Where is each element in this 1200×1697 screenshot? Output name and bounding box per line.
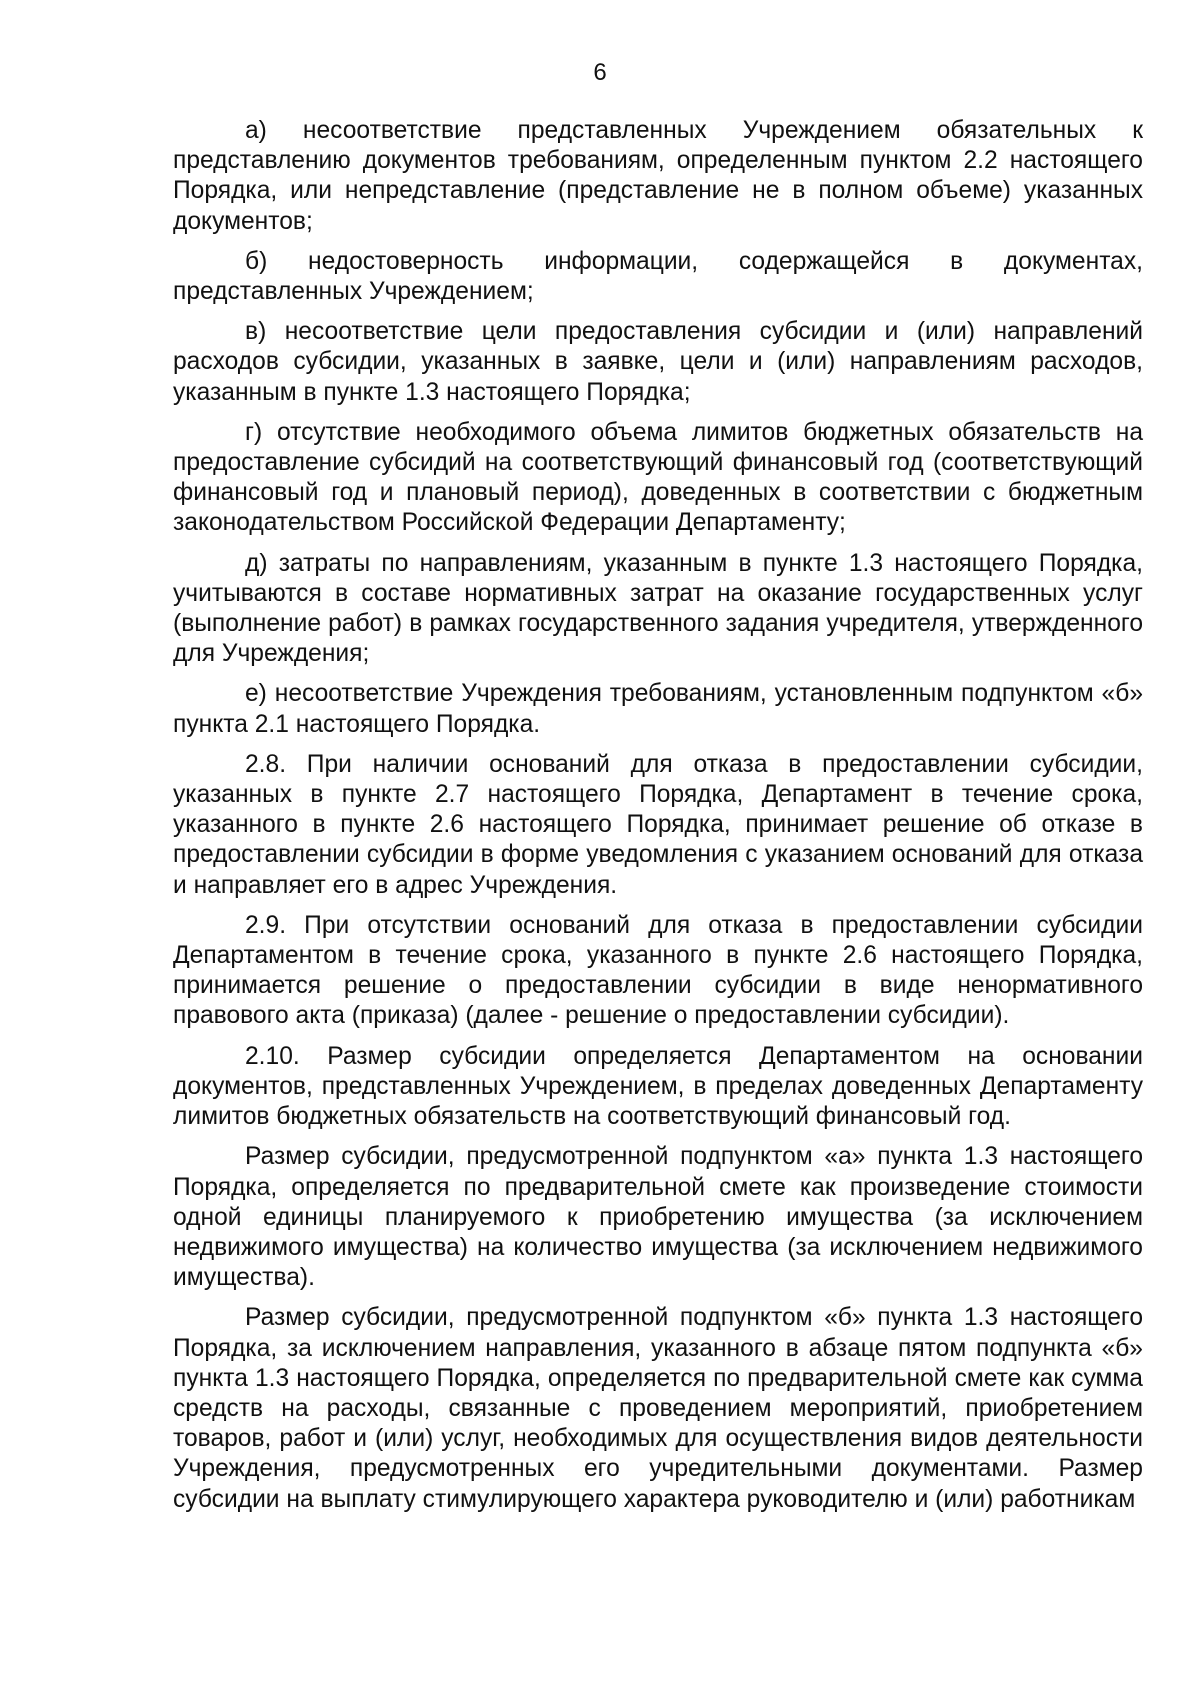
paragraph-d: д) затраты по направлениям, указанным в пункте 1.3 настоящего Порядка, учитываются в составе нормативных затрат на оказание государственных услуг (выполнение работ) в рамках государственного задания учредителя, утвержденного для Учреждения; bbox=[173, 549, 1143, 668]
paragraph-2-9: 2.9. При отсутствии оснований для отказа в предоставлении субсидии Департаментом в течение срока, указанного в пункте 2.6 настоящего Порядка, принимается решение о предоставлении субсидии в виде ненормативного правового акта (приказа) (далее - решение о предоставлении субсидии). bbox=[173, 911, 1143, 1030]
paragraph-e: е) несоответствие Учреждения требованиям, установленным подпунктом «б» пункта 2.1 настоящего Порядка. bbox=[173, 680, 1143, 738]
paragraph-a: а) несоответствие представленных Учреждением обязательных к представлению документов требованиям, определенным пунктом 2.2 настоящего Порядка, или непредставление (представление не в полном объеме) указанных документов; bbox=[173, 117, 1143, 235]
paragraph-2-10: 2.10. Размер субсидии определяется Департаментом на основании документов, представленных Учреждением, в пределах доведенных Департаменту лимитов бюджетных обязательств на соответствующий финансовый год. bbox=[173, 1042, 1143, 1131]
paragraph-v: в) несоответствие цели предоставления субсидии и (или) направлений расходов субсидии, указанных в заявке, цели и (или) направлениям расходов, указанным в пункте 1.3 настоящего Порядка; bbox=[173, 318, 1143, 406]
paragraph-2-8: 2.8. При наличии оснований для отказа в предоставлении субсидии, указанных в пункте 2.7 настоящего Порядка, Департамент в течение срока, указанного в пункте 2.6 настоящего Порядка, принимает решение об отказе в предоставлении субсидии в форме уведомления с указанием оснований для отказа и направляет его в адрес Учреждения. bbox=[173, 750, 1143, 899]
paragraph-subsidy-a: Размер субсидии, предусмотренной подпунктом «а» пункта 1.3 настоящего Порядка, определяется по предварительной смете как произведение стоимости одной единицы планируемого к приобретению имущества (за исключением недвижимого имущества) на количество имущества (за исключением недвижимого имущества). bbox=[173, 1143, 1143, 1292]
paragraph-b: б) недостоверность информации, содержащейся в документах, представленных Учреждением; bbox=[173, 247, 1143, 306]
document-body bbox=[173, 116, 1143, 1525]
paragraph-g: г) отсутствие необходимого объема лимитов бюджетных обязательств на предоставление субсидий на соответствующий финансовый год (соответствующий финансовый год и плановый период), доведенных в соответствии с бюджетным законодательством Российской Федерации Департаменту; bbox=[173, 418, 1143, 537]
page-number: 6 bbox=[593, 59, 607, 86]
paragraph-subsidy-b: Размер субсидии, предусмотренной подпунктом «б» пункта 1.3 настоящего Порядка, за исключением направления, указанного в абзаце пятом подпункта «б» пункта 1.3 настоящего Порядка, определяется по предварительной смете как сумма средств на расходы, связанные с проведением мероприятий, приобретением товаров, работ и (или) услуг, необходимых для осуществления видов деятельности Учреждения, предусмотренных его учредительными документами. Размер субсидии на выплату стимулирующего характера руководителю и (или) работникам bbox=[173, 1304, 1143, 1513]
